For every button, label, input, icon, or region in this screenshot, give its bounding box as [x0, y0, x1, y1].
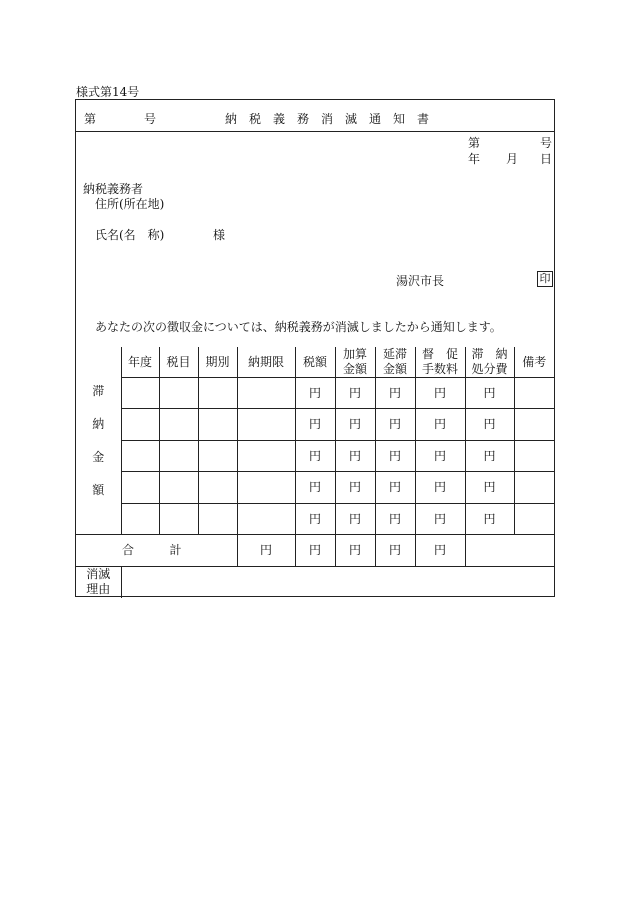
tax-amount-cell: 円: [295, 441, 335, 472]
header-number-prefix: 第: [84, 112, 97, 126]
date-month: 月: [506, 152, 519, 166]
total-row: [76, 535, 554, 567]
year-cell: [121, 472, 159, 504]
year-cell: [121, 409, 159, 441]
reason-label: [76, 567, 121, 598]
name-label: 氏名(名 称): [95, 228, 165, 242]
side-char: 金: [92, 449, 105, 464]
period-cell: [198, 504, 237, 535]
side-char: 額: [92, 482, 105, 497]
col-header-tax-item: 税目: [159, 347, 198, 378]
total-tax-amount: 円: [237, 535, 295, 567]
remarks-cell: [514, 409, 554, 441]
table-row: [76, 441, 554, 472]
total-disposition-cost: 円: [415, 535, 465, 567]
due-date-cell: [237, 409, 295, 441]
tax-item-cell: [159, 504, 198, 535]
tax-amount-cell: 円: [295, 409, 335, 441]
header-line: 滞 納: [471, 347, 508, 361]
arrears-side-label: [76, 347, 121, 535]
tax-item-cell: [159, 409, 198, 441]
notice-form: [75, 99, 555, 597]
reason-row: [76, 567, 554, 598]
total-delinquency: 円: [335, 535, 375, 567]
col-header-delinquency: [375, 347, 415, 378]
table-row: [76, 378, 554, 409]
ref-number-suffix: 号: [540, 136, 553, 150]
year-cell: [121, 441, 159, 472]
table-row: [76, 472, 554, 504]
year-cell: [121, 504, 159, 535]
date-day: 日: [540, 152, 553, 166]
remarks-cell: [514, 472, 554, 504]
side-char: 納: [92, 416, 105, 431]
disposition-cost-cell: 円: [465, 441, 514, 472]
header-number-suffix: 号: [144, 112, 157, 126]
table-row: [76, 504, 554, 535]
tax-amount-cell: 円: [295, 472, 335, 504]
dunning-fee-cell: 円: [415, 378, 465, 409]
tax-amount-cell: 円: [295, 504, 335, 535]
dunning-fee-cell: 円: [415, 409, 465, 441]
table-row: [76, 409, 554, 441]
taxpayer-heading: 納税義務者: [83, 182, 144, 196]
surcharge-cell: 円: [335, 472, 375, 504]
col-header-period: 期別: [198, 347, 237, 378]
date-year: 年: [468, 152, 481, 166]
reason-label-line: 理由: [86, 582, 111, 597]
year-cell: [121, 378, 159, 409]
tax-item-cell: [159, 378, 198, 409]
period-cell: [198, 409, 237, 441]
disposition-cost-cell: 円: [465, 378, 514, 409]
surcharge-cell: 円: [335, 409, 375, 441]
table-header-row: [76, 347, 554, 378]
ref-number-prefix: 第: [468, 136, 481, 150]
delinquency-cell: 円: [375, 504, 415, 535]
dunning-fee-cell: 円: [415, 441, 465, 472]
honorific: 様: [213, 228, 226, 242]
reason-value: [121, 567, 554, 598]
disposition-cost-cell: 円: [465, 409, 514, 441]
surcharge-cell: 円: [335, 504, 375, 535]
header-line: 加算: [342, 347, 367, 361]
header-line: 金額: [342, 362, 367, 376]
surcharge-cell: 円: [335, 378, 375, 409]
seal-mark: 印: [537, 271, 553, 287]
tax-amount-cell: 円: [295, 378, 335, 409]
dunning-fee-cell: 円: [415, 472, 465, 504]
delinquency-cell: 円: [375, 409, 415, 441]
delinquency-cell: 円: [375, 378, 415, 409]
header-line: 延滞: [382, 347, 407, 361]
remarks-cell: [514, 378, 554, 409]
col-header-year: 年度: [121, 347, 159, 378]
notice-message: あなたの次の徴収金については、納税義務が消滅しましたから通知します。: [95, 320, 502, 334]
col-header-dunning-fee: [415, 347, 465, 378]
due-date-cell: [237, 504, 295, 535]
total-label-char: 合: [122, 543, 135, 557]
total-label-char: 計: [169, 543, 182, 557]
document-title: 納 税 義 務 消 滅 通 知 書: [225, 112, 430, 126]
header-line: 手数料: [421, 362, 458, 376]
header-line: 金額: [382, 362, 407, 376]
col-header-disposition-cost: [465, 347, 514, 378]
total-label: [76, 535, 237, 567]
total-dunning-fee: 円: [375, 535, 415, 567]
header-line: 処分費: [471, 362, 508, 376]
due-date-cell: [237, 441, 295, 472]
col-header-remarks: 備考: [514, 347, 554, 378]
header-line: 督 促: [421, 347, 458, 361]
reason-label-line: 消滅: [86, 567, 111, 582]
address-label: 住所(所在地): [95, 197, 165, 211]
period-cell: [198, 472, 237, 504]
form-number: 様式第14号: [76, 85, 140, 99]
total-surcharge: 円: [295, 535, 335, 567]
due-date-cell: [237, 472, 295, 504]
disposition-cost-cell: 円: [465, 504, 514, 535]
col-header-tax-amount: 税額: [295, 347, 335, 378]
due-date-cell: [237, 378, 295, 409]
delinquency-cell: 円: [375, 441, 415, 472]
delinquency-cell: 円: [375, 472, 415, 504]
period-cell: [198, 441, 237, 472]
disposition-cost-cell: 円: [465, 472, 514, 504]
total-remarks: [465, 535, 514, 567]
remarks-cell: [514, 504, 554, 535]
col-header-due-date: 納期限: [237, 347, 295, 378]
remarks-cell: [514, 441, 554, 472]
side-char: 滞: [92, 383, 105, 398]
surcharge-cell: 円: [335, 441, 375, 472]
tax-item-cell: [159, 472, 198, 504]
tax-item-cell: [159, 441, 198, 472]
issuer-name: 湯沢市長: [396, 274, 445, 288]
dunning-fee-cell: 円: [415, 504, 465, 535]
col-header-surcharge: [335, 347, 375, 378]
header-divider: [76, 131, 554, 132]
arrears-table: [76, 347, 554, 598]
period-cell: [198, 378, 237, 409]
